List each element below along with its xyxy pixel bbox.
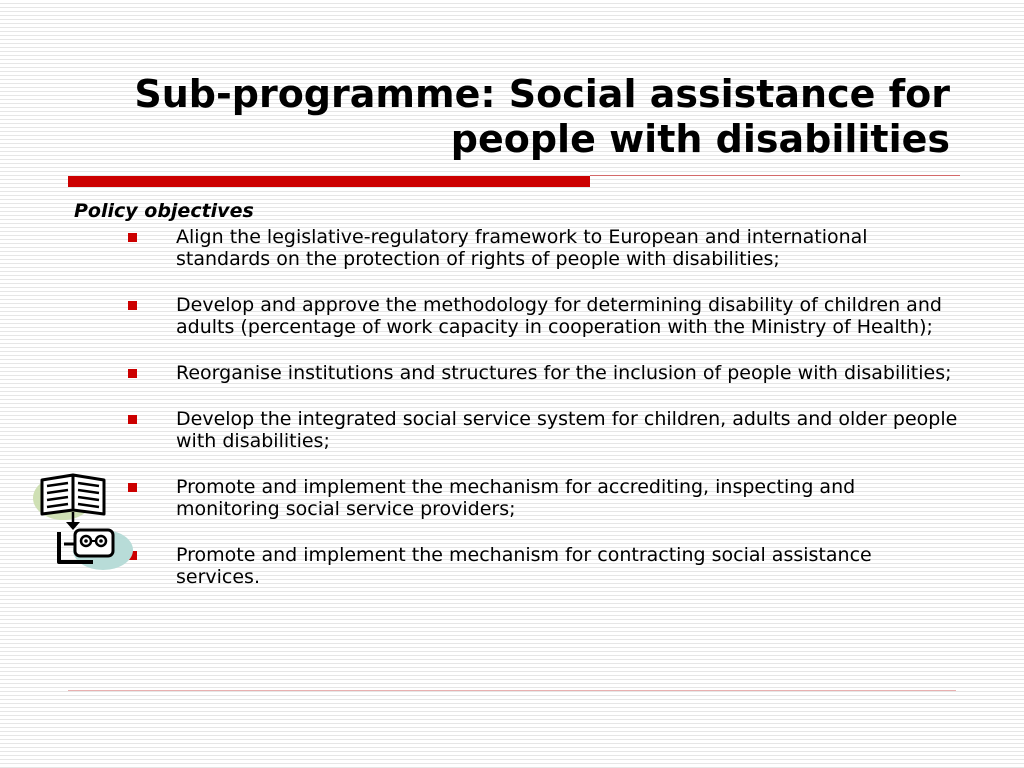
list-item xyxy=(128,226,958,270)
list-item-text: Promote and implement the mechanism for accrediting, inspecting and monitoring social service providers; xyxy=(176,476,856,520)
bottom-divider xyxy=(68,690,956,691)
square-bullet-icon xyxy=(128,301,137,310)
title-underline-bar xyxy=(68,176,590,187)
title-underline-rule xyxy=(590,175,960,176)
list-item xyxy=(128,294,958,338)
slide-title-line-1: Sub-programme: Social assistance for xyxy=(134,72,950,116)
list-item-text: Align the legislative-regulatory framework to European and international standards on the protection of rights of people with disabilities; xyxy=(176,226,868,270)
square-bullet-icon xyxy=(128,415,137,424)
list-item xyxy=(128,362,958,384)
square-bullet-icon xyxy=(128,233,137,242)
slide-title-line-2: people with disabilities xyxy=(450,117,950,161)
list-item xyxy=(128,408,958,452)
section-heading: Policy objectives xyxy=(74,200,254,222)
square-bullet-icon xyxy=(128,369,137,378)
slide-title xyxy=(50,72,950,162)
objectives-list xyxy=(128,226,958,612)
list-item-text: Develop and approve the methodology for determining disability of children and adults (percentage of work capacity in cooperation with the Ministry of Health); xyxy=(176,294,942,338)
list-item-text: Promote and implement the mechanism for contracting social assistance services. xyxy=(176,544,872,588)
list-item xyxy=(128,476,958,520)
list-item-text: Develop the integrated social service system for children, adults and older people with disabilities; xyxy=(176,408,958,452)
book-and-reader-icon xyxy=(33,468,133,574)
list-item xyxy=(128,544,958,588)
list-item-text: Reorganise institutions and structures for the inclusion of people with disabilities; xyxy=(176,362,952,384)
